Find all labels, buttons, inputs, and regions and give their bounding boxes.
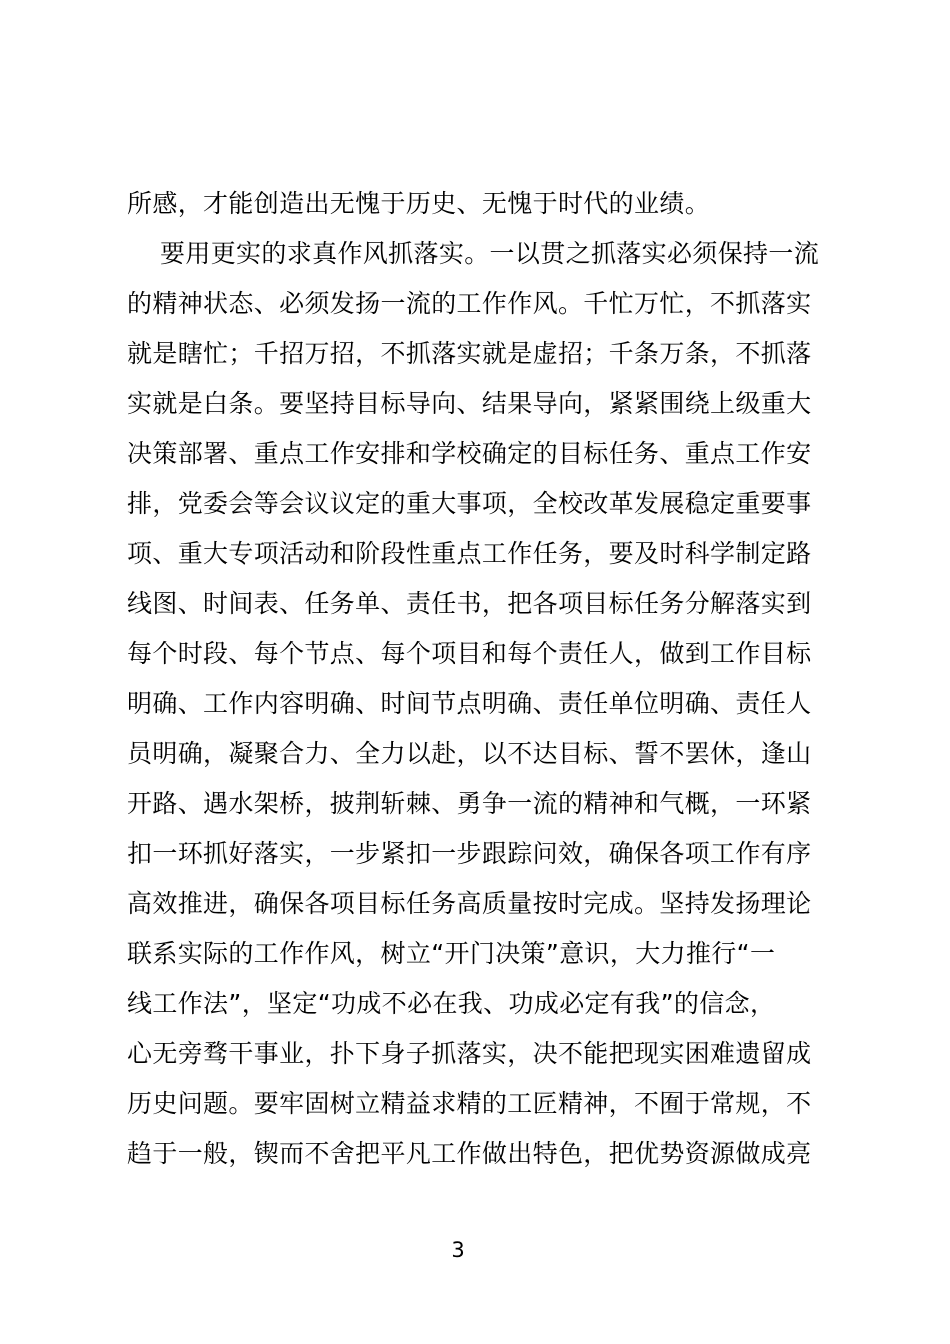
text-line: 决策部署、重点工作安排和学校确定的目标任务、重点工作安 [127, 439, 812, 468]
text-line: 扣一环抓好落实，一步紧扣一步跟踪问效，确保各项工作有序 [127, 839, 812, 868]
text-line: 历史问题。要牢固树立精益求精的工匠精神，不囿于常规，不 [127, 1089, 812, 1118]
text-line: 心无旁骛干事业，扑下身子抓落实，决不能把现实困难遗留成 [127, 1039, 812, 1068]
paragraph-first-line: 要用更实的求真作风抓落实。一以贯之抓落实必须保持一流 [160, 239, 820, 268]
text-line: 所感，才能创造出无愧于历史、无愧于时代的业绩。 [127, 189, 711, 218]
text-line: 高效推进，确保各项目标任务高质量按时完成。坚持发扬理论 [127, 889, 812, 918]
text-line: 明确、工作内容明确、时间节点明确、责任单位明确、责任人 [127, 689, 812, 718]
text-line: 的精神状态、必须发扬一流的工作作风。千忙万忙，不抓落实 [127, 289, 812, 318]
text-line: 线工作法”，坚定“功成不必在我、功成必定有我”的信念， [127, 989, 776, 1018]
text-line: 项、重大专项活动和阶段性重点工作任务，要及时科学制定路 [127, 539, 812, 568]
text-line: 趋于一般，锲而不舍把平凡工作做出特色，把优势资源做成亮 [127, 1139, 812, 1168]
page-number: 3 [451, 1238, 465, 1262]
text-line: 就是瞎忙；千招万招，不抓落实就是虚招；千条万条，不抓落 [127, 339, 812, 368]
text-line: 线图、时间表、任务单、责任书，把各项目标任务分解落实到 [127, 589, 812, 618]
text-line: 实就是白条。要坚持目标导向、结果导向，紧紧围绕上级重大 [127, 389, 812, 418]
text-line: 排，党委会等会议议定的重大事项，全校改革发展稳定重要事 [127, 489, 812, 518]
text-line: 员明确，凝聚合力、全力以赴，以不达目标、誓不罢休，逢山 [127, 739, 812, 768]
text-line: 开路、遇水架桥，披荆斩棘、勇争一流的精神和气概，一环紧 [127, 789, 812, 818]
text-line: 每个时段、每个节点、每个项目和每个责任人，做到工作目标 [127, 639, 812, 668]
text-line: 联系实际的工作作风，树立“开门决策”意识，大力推行“一 [127, 939, 776, 968]
